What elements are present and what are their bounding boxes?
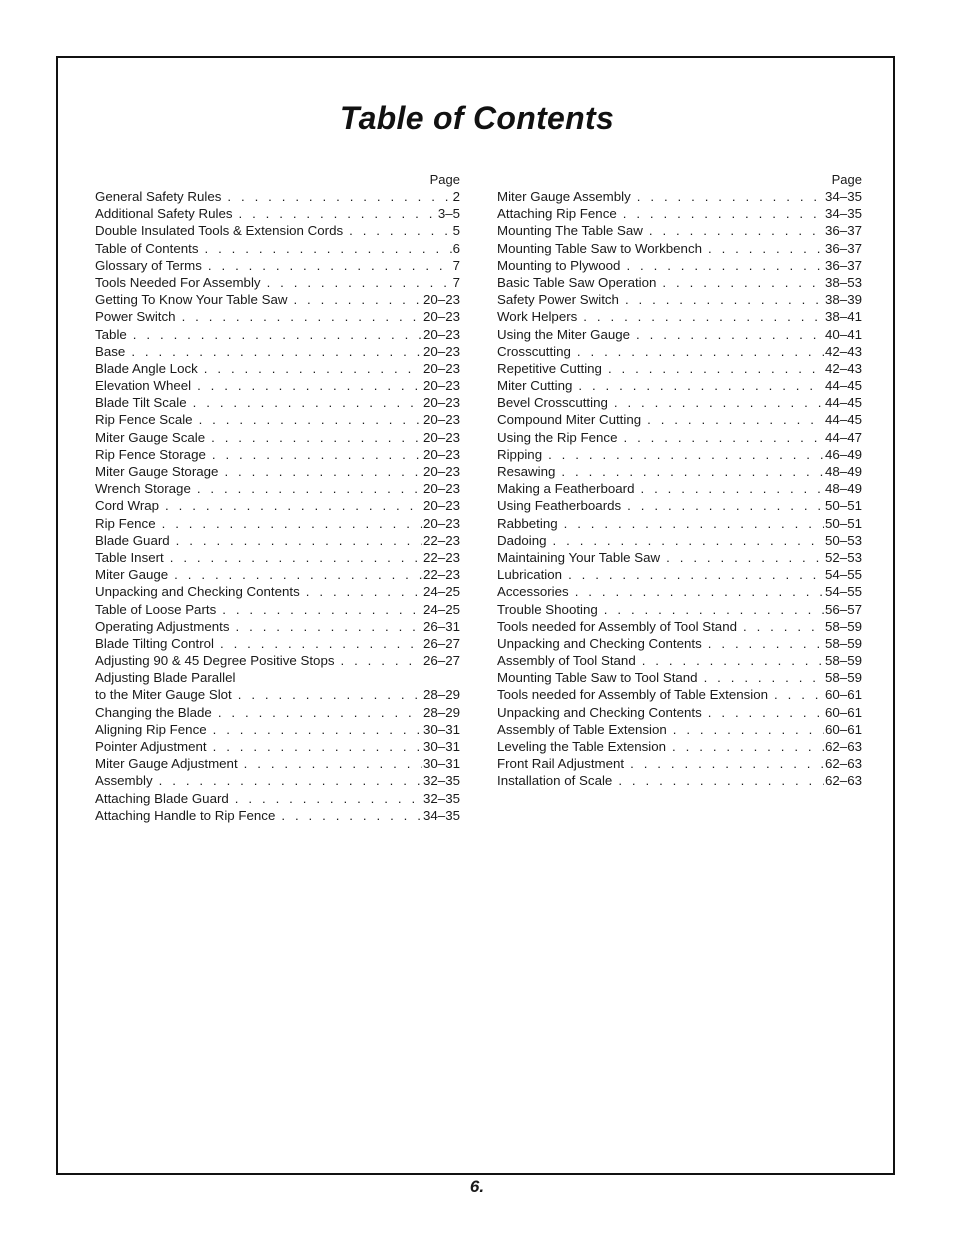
toc-entry-page: 46–49 xyxy=(825,446,862,462)
dot-leader xyxy=(176,532,422,549)
toc-entry-label: Mounting Table Saw to Tool Stand xyxy=(497,670,698,686)
toc-entry-label: Ripping xyxy=(497,446,543,462)
dot-leader xyxy=(236,618,422,635)
dot-leader xyxy=(647,411,824,428)
toc-entry-label: Using the Rip Fence xyxy=(497,429,618,445)
dot-leader xyxy=(238,205,436,222)
toc-entry[interactable] xyxy=(95,790,460,807)
dot-leader xyxy=(568,566,824,583)
toc-entry-label: Table of Contents xyxy=(95,240,199,256)
toc-entry-label: Assembly xyxy=(95,773,153,789)
toc-entry-label: Table xyxy=(95,326,127,342)
dot-leader xyxy=(637,188,824,205)
toc-entry[interactable] xyxy=(95,377,460,394)
dot-leader xyxy=(642,652,824,669)
toc-entry-page: 58–59 xyxy=(825,635,862,651)
toc-entry-page: 48–49 xyxy=(825,464,862,479)
toc-entry-page: 34–35 xyxy=(825,189,862,204)
toc-entry-label: Assembly of Tool Stand xyxy=(497,653,636,669)
toc-entry-page: 20–23 xyxy=(423,395,460,411)
dot-leader xyxy=(162,515,422,532)
page-title: Table of Contents xyxy=(339,100,615,136)
toc-entry-page: 30–31 xyxy=(423,721,460,737)
toc-entry-label: Rip Fence Scale xyxy=(95,412,193,428)
toc-entry-label: Maintaining Your Table Saw xyxy=(497,549,661,565)
toc-entry-page: 26–27 xyxy=(423,653,460,669)
toc-entry-label: Miter Gauge Assembly xyxy=(497,189,631,204)
toc-entry-label: Blade Tilt Scale xyxy=(95,395,187,411)
dot-leader xyxy=(199,411,422,428)
dot-leader xyxy=(349,222,451,239)
toc-entry-page: 36–37 xyxy=(825,223,862,239)
dot-leader xyxy=(224,463,422,480)
dot-leader xyxy=(708,240,824,257)
toc-entry[interactable] xyxy=(497,463,862,480)
dot-leader xyxy=(575,583,824,600)
toc-entry-label: Tools needed for Assembly of Tool Stand xyxy=(497,618,737,634)
toc-entry[interactable] xyxy=(497,429,862,446)
toc-entry-page: 7 xyxy=(452,274,460,290)
toc-entry[interactable] xyxy=(497,257,862,274)
dot-leader xyxy=(182,308,422,325)
toc-entry-label: Tools needed for Assembly of Table Extension xyxy=(497,687,769,703)
toc-entry-label: Attaching Blade Guard xyxy=(95,790,229,806)
dot-leader xyxy=(227,188,451,205)
toc-entry-label: Unpacking and Checking Contents xyxy=(95,584,300,600)
toc-entry-label: Elevation Wheel xyxy=(95,378,192,394)
toc-entry[interactable] xyxy=(95,429,460,446)
toc-entry[interactable] xyxy=(497,566,862,583)
toc-entry-page: 60–61 xyxy=(825,721,862,737)
toc-entry-label: Table Insert xyxy=(95,549,164,565)
toc-entry-page: 54–55 xyxy=(825,567,862,583)
dot-leader xyxy=(649,222,824,239)
toc-entry-page: 50–51 xyxy=(825,515,862,531)
dot-leader xyxy=(238,686,422,703)
dot-leader xyxy=(662,274,824,291)
page-column-header: Page xyxy=(831,172,862,187)
toc-entry-page: 62–63 xyxy=(825,756,862,772)
toc-entry-label: Work Helpers xyxy=(497,309,578,325)
toc-entry[interactable] xyxy=(497,394,862,411)
toc-entry-page: 36–37 xyxy=(825,240,862,256)
toc-entry[interactable] xyxy=(95,549,460,566)
toc-entry-label: Blade Guard xyxy=(95,532,170,548)
toc-entry-page: 6 xyxy=(452,240,460,256)
toc-entry-page: 7 xyxy=(452,257,460,273)
toc-entry-page: 26–27 xyxy=(423,635,460,651)
dot-leader xyxy=(204,360,422,377)
toc-entry-label: Operating Adjustments xyxy=(95,618,230,634)
dot-leader xyxy=(708,635,824,652)
toc-entry-page: 20–23 xyxy=(423,481,460,497)
toc-entry-label: Installation of Scale xyxy=(497,773,613,789)
toc-entry-page: 48–49 xyxy=(825,481,862,497)
toc-entry-page: 58–59 xyxy=(825,653,862,669)
toc-entry-label: Cord Wrap xyxy=(95,498,160,514)
dot-leader xyxy=(235,790,422,807)
toc-entry-label: Miter Cutting xyxy=(497,378,573,394)
dot-leader xyxy=(205,240,452,257)
toc-entry-label: Safety Power Switch xyxy=(497,292,619,308)
toc-entry-page: 22–23 xyxy=(423,549,460,565)
dot-leader xyxy=(774,686,824,703)
toc-entry[interactable] xyxy=(497,497,862,514)
toc-entry-label: Tools Needed For Assembly xyxy=(95,274,261,290)
toc-entry[interactable] xyxy=(95,704,460,721)
toc-entry-label: Lubrication xyxy=(497,567,563,583)
dot-leader xyxy=(222,601,422,618)
toc-entry-page: 32–35 xyxy=(423,773,460,789)
toc-entry[interactable] xyxy=(95,446,460,463)
toc-entry-page: 20–23 xyxy=(423,429,460,445)
toc-entry[interactable] xyxy=(497,411,862,428)
dot-leader xyxy=(213,738,422,755)
toc-entry-page: 58–59 xyxy=(825,618,862,634)
toc-entry-page: 5 xyxy=(452,223,460,239)
toc-entry-label: Attaching Handle to Rip Fence xyxy=(95,807,276,823)
toc-list-left xyxy=(95,188,460,824)
dot-leader xyxy=(640,480,824,497)
toc-entry[interactable] xyxy=(95,755,460,772)
toc-entry-page: 20–23 xyxy=(423,498,460,514)
dot-leader xyxy=(197,377,422,394)
dot-leader xyxy=(220,635,422,652)
toc-entry-page: 28–29 xyxy=(423,704,460,720)
toc-entry-page: 38–41 xyxy=(825,309,862,325)
dot-leader xyxy=(306,583,422,600)
toc-entry-page: 34–35 xyxy=(825,206,862,222)
toc-entry[interactable] xyxy=(95,463,460,480)
toc-entry-label: Wrench Storage xyxy=(95,481,191,497)
toc-entry[interactable] xyxy=(497,222,862,239)
toc-entry-label: Miter Gauge Scale xyxy=(95,429,206,445)
toc-entry[interactable] xyxy=(497,188,862,205)
toc-entry-page: 30–31 xyxy=(423,756,460,772)
toc-entry[interactable] xyxy=(95,411,460,428)
toc-entry[interactable] xyxy=(497,240,862,257)
dot-leader xyxy=(133,326,422,343)
toc-entry[interactable] xyxy=(497,480,862,497)
toc-entry-label: Getting To Know Your Table Saw xyxy=(95,292,288,308)
toc-entry-page: 22–23 xyxy=(423,567,460,583)
dot-leader xyxy=(281,807,422,824)
toc-entry-page: 62–63 xyxy=(825,773,862,789)
toc-entry[interactable] xyxy=(497,343,862,360)
toc-entry[interactable] xyxy=(95,772,460,789)
toc-entry-page: 60–61 xyxy=(825,687,862,703)
toc-entry-page: 38–53 xyxy=(825,274,862,290)
dot-leader xyxy=(577,343,824,360)
dot-leader xyxy=(627,497,824,514)
toc-entry[interactable] xyxy=(95,669,460,686)
toc-entry-label: Changing the Blade xyxy=(95,704,212,720)
toc-entry-label: Glossary of Terms xyxy=(95,257,202,273)
toc-entry-page: 20–23 xyxy=(423,360,460,376)
dot-leader xyxy=(193,394,422,411)
toc-entry-label: to the Miter Gauge Slot xyxy=(95,687,232,703)
toc-entry-label: Using Featherboards xyxy=(497,498,622,514)
toc-entry[interactable] xyxy=(95,240,460,257)
toc-entry[interactable] xyxy=(497,686,862,703)
toc-entry-page: 30–31 xyxy=(423,739,460,754)
dot-leader xyxy=(244,755,422,772)
dot-leader xyxy=(197,480,422,497)
toc-entry[interactable] xyxy=(95,566,460,583)
toc-entry-page: 24–25 xyxy=(423,601,460,617)
toc-entry-label: Aligning Rip Fence xyxy=(95,721,207,737)
toc-entry-label: Rabbeting xyxy=(497,515,558,531)
dot-leader xyxy=(583,308,824,325)
toc-entry[interactable] xyxy=(497,549,862,566)
toc-entry[interactable] xyxy=(95,360,460,377)
toc-entry[interactable] xyxy=(95,532,460,549)
dot-leader xyxy=(159,772,422,789)
toc-entry-label: Trouble Shooting xyxy=(497,601,598,617)
dot-leader xyxy=(618,772,824,789)
toc-entry[interactable] xyxy=(497,308,862,325)
page-number: 6. xyxy=(469,1177,485,1196)
toc-entry-label: Blade Tilting Control xyxy=(95,635,214,651)
toc-entry-page: 56–57 xyxy=(825,601,862,617)
toc-entry-page: 62–63 xyxy=(825,739,862,754)
toc-entry-label: Mounting The Table Saw xyxy=(497,223,643,239)
toc-entry-page: 60–61 xyxy=(825,704,862,720)
toc-entry-label: Mounting to Plywood xyxy=(497,257,621,273)
toc-entry-label: Accessories xyxy=(497,584,569,600)
toc-entry-page: 36–37 xyxy=(825,257,862,273)
dot-leader xyxy=(614,394,824,411)
toc-entry-page: 20–23 xyxy=(423,292,460,308)
toc-entry-page: 44–47 xyxy=(825,429,862,445)
toc-entry[interactable] xyxy=(497,205,862,222)
toc-entry[interactable] xyxy=(95,601,460,618)
toc-entry-label: Power Switch xyxy=(95,309,176,325)
toc-entry-label: Attaching Rip Fence xyxy=(497,206,617,222)
toc-entry[interactable] xyxy=(497,772,862,789)
toc-entry[interactable] xyxy=(95,618,460,635)
toc-entry[interactable] xyxy=(497,738,862,755)
toc-entry-page: 20–23 xyxy=(423,515,460,531)
toc-entry-label: Rip Fence Storage xyxy=(95,446,206,462)
toc-entry-page: 50–53 xyxy=(825,532,862,548)
toc-entry-label: Repetitive Cutting xyxy=(497,360,602,376)
dot-leader xyxy=(672,738,824,755)
toc-entry[interactable] xyxy=(95,274,460,291)
toc-entry-page: 20–23 xyxy=(423,309,460,325)
dot-leader xyxy=(267,274,452,291)
toc-entry-label: Rip Fence xyxy=(95,515,156,531)
dot-leader xyxy=(704,669,824,686)
toc-entry-label: Additional Safety Rules xyxy=(95,206,233,222)
dot-leader xyxy=(626,257,824,274)
dot-leader xyxy=(623,205,824,222)
toc-entry-page: 44–45 xyxy=(825,395,862,411)
toc-entry-page: 20–23 xyxy=(423,412,460,428)
toc-entry-page: 58–59 xyxy=(825,670,862,686)
toc-entry[interactable] xyxy=(497,652,862,669)
dot-leader xyxy=(578,377,824,394)
toc-entry-page: 40–41 xyxy=(825,326,862,342)
dot-leader xyxy=(165,497,422,514)
toc-entry-label: Base xyxy=(95,343,126,359)
toc-entry-page: 2 xyxy=(452,189,460,204)
toc-entry-page: 54–55 xyxy=(825,584,862,600)
toc-entry[interactable] xyxy=(497,377,862,394)
toc-entry[interactable] xyxy=(95,497,460,514)
toc-right-column xyxy=(497,171,862,790)
toc-entry-page: 24–25 xyxy=(423,584,460,600)
dot-leader xyxy=(743,618,824,635)
toc-entry-page: 20–23 xyxy=(423,326,460,342)
toc-entry[interactable] xyxy=(95,721,460,738)
toc-entry[interactable] xyxy=(497,515,862,532)
toc-entry-page: 52–53 xyxy=(825,549,862,565)
toc-entry[interactable] xyxy=(95,807,460,824)
toc-entry-label: Basic Table Saw Operation xyxy=(497,274,657,290)
toc-entry-label: Unpacking and Checking Contents xyxy=(497,635,702,651)
toc-entry[interactable] xyxy=(95,583,460,600)
toc-entry[interactable] xyxy=(95,257,460,274)
toc-entry-label: Miter Gauge Storage xyxy=(95,464,219,479)
toc-entry[interactable] xyxy=(497,669,862,686)
dot-leader xyxy=(561,463,824,480)
toc-entry-page: 20–23 xyxy=(423,378,460,394)
dot-leader xyxy=(212,446,422,463)
dot-leader xyxy=(666,549,824,566)
toc-entry-page: 20–23 xyxy=(423,464,460,479)
dot-leader xyxy=(208,257,452,274)
toc-entry[interactable] xyxy=(95,515,460,532)
toc-entry-label: Compound Miter Cutting xyxy=(497,412,642,428)
toc-entry-label: Resawing xyxy=(497,464,556,479)
toc-entry-page: 44–45 xyxy=(825,412,862,428)
toc-entry-page: 50–51 xyxy=(825,498,862,514)
dot-leader xyxy=(174,566,422,583)
toc-entry-label: Using the Miter Gauge xyxy=(497,326,631,342)
toc-entry-page: 20–23 xyxy=(423,446,460,462)
dot-leader xyxy=(625,291,824,308)
toc-entry-page: 38–39 xyxy=(825,292,862,308)
dot-leader xyxy=(170,549,422,566)
toc-entry[interactable] xyxy=(95,480,460,497)
toc-list-right xyxy=(497,188,862,790)
toc-entry-label: Making a Featherboard xyxy=(497,481,635,497)
dot-leader xyxy=(623,429,824,446)
toc-entry-page: 26–31 xyxy=(423,618,460,634)
toc-entry[interactable] xyxy=(95,188,460,205)
toc-entry[interactable] xyxy=(95,343,460,360)
page-column-header: Page xyxy=(429,172,460,187)
toc-entry-page: 22–23 xyxy=(423,532,460,548)
dot-leader xyxy=(213,721,422,738)
toc-entry-label: Double Insulated Tools & Extension Cords xyxy=(95,223,344,239)
toc-left-column xyxy=(95,171,460,824)
dot-leader xyxy=(293,291,422,308)
toc-entry-page: 42–43 xyxy=(825,360,862,376)
toc-entry[interactable] xyxy=(497,291,862,308)
toc-entry-page: 34–35 xyxy=(423,807,460,823)
toc-entry-label: Assembly of Table Extension xyxy=(497,721,667,737)
dot-leader xyxy=(548,446,824,463)
toc-entry-label: Front Rail Adjustment xyxy=(497,756,625,772)
toc-entry[interactable] xyxy=(497,635,862,652)
toc-entry-page: 44–45 xyxy=(825,378,862,394)
dot-leader xyxy=(673,721,824,738)
toc-entry-label: Adjusting 90 & 45 Degree Positive Stops xyxy=(95,653,335,669)
toc-entry[interactable] xyxy=(95,394,460,411)
toc-entry-page: 3–5 xyxy=(437,206,460,222)
dot-leader xyxy=(630,755,824,772)
toc-entry-label: Dadoing xyxy=(497,532,547,548)
toc-entry[interactable] xyxy=(95,738,460,755)
toc-entry-label: Mounting Table Saw to Workbench xyxy=(497,240,702,256)
toc-entry[interactable] xyxy=(497,532,862,549)
toc-entry-label: Miter Gauge xyxy=(95,567,169,583)
toc-entry-page: 20–23 xyxy=(423,343,460,359)
toc-entry-label: General Safety Rules xyxy=(95,189,222,204)
toc-entry[interactable] xyxy=(95,635,460,652)
dot-leader xyxy=(708,704,824,721)
dot-leader xyxy=(218,704,422,721)
toc-entry[interactable] xyxy=(497,601,862,618)
toc-entry-label: Unpacking and Checking Contents xyxy=(497,704,702,720)
toc-entry[interactable] xyxy=(497,721,862,738)
toc-entry-label: Blade Angle Lock xyxy=(95,360,198,376)
dot-leader xyxy=(553,532,824,549)
toc-entry[interactable] xyxy=(497,618,862,635)
toc-entry-label: Miter Gauge Adjustment xyxy=(95,756,238,772)
toc-entry[interactable] xyxy=(95,291,460,308)
toc-entry[interactable] xyxy=(497,326,862,343)
dot-leader xyxy=(604,601,824,618)
toc-entry-page: 42–43 xyxy=(825,343,862,359)
dot-leader xyxy=(608,360,824,377)
toc-entry[interactable] xyxy=(95,205,460,222)
toc-entry[interactable] xyxy=(95,222,460,239)
toc-entry-label: Crosscutting xyxy=(497,343,571,359)
toc-entry-label: Table of Loose Parts xyxy=(95,601,217,617)
toc-entry-label: Pointer Adjustment xyxy=(95,739,207,754)
toc-entry[interactable] xyxy=(497,704,862,721)
toc-entry[interactable] xyxy=(95,686,460,703)
dot-leader xyxy=(564,515,824,532)
toc-entry[interactable] xyxy=(497,274,862,291)
toc-entry[interactable] xyxy=(497,446,862,463)
toc-entry[interactable] xyxy=(497,360,862,377)
toc-entry[interactable] xyxy=(95,652,460,669)
toc-entry-label: Adjusting Blade Parallel xyxy=(95,670,236,686)
toc-entry-label: Bevel Crosscutting xyxy=(497,395,608,411)
dot-leader xyxy=(341,652,423,669)
toc-entry-label: Leveling the Table Extension xyxy=(497,739,667,754)
toc-entry[interactable] xyxy=(497,755,862,772)
dot-leader xyxy=(636,326,824,343)
dot-leader xyxy=(211,429,422,446)
toc-entry[interactable] xyxy=(497,583,862,600)
toc-entry[interactable] xyxy=(95,308,460,325)
toc-entry-page: 32–35 xyxy=(423,790,460,806)
dot-leader xyxy=(131,343,422,360)
toc-entry[interactable] xyxy=(95,326,460,343)
toc-entry-page: 28–29 xyxy=(423,687,460,703)
